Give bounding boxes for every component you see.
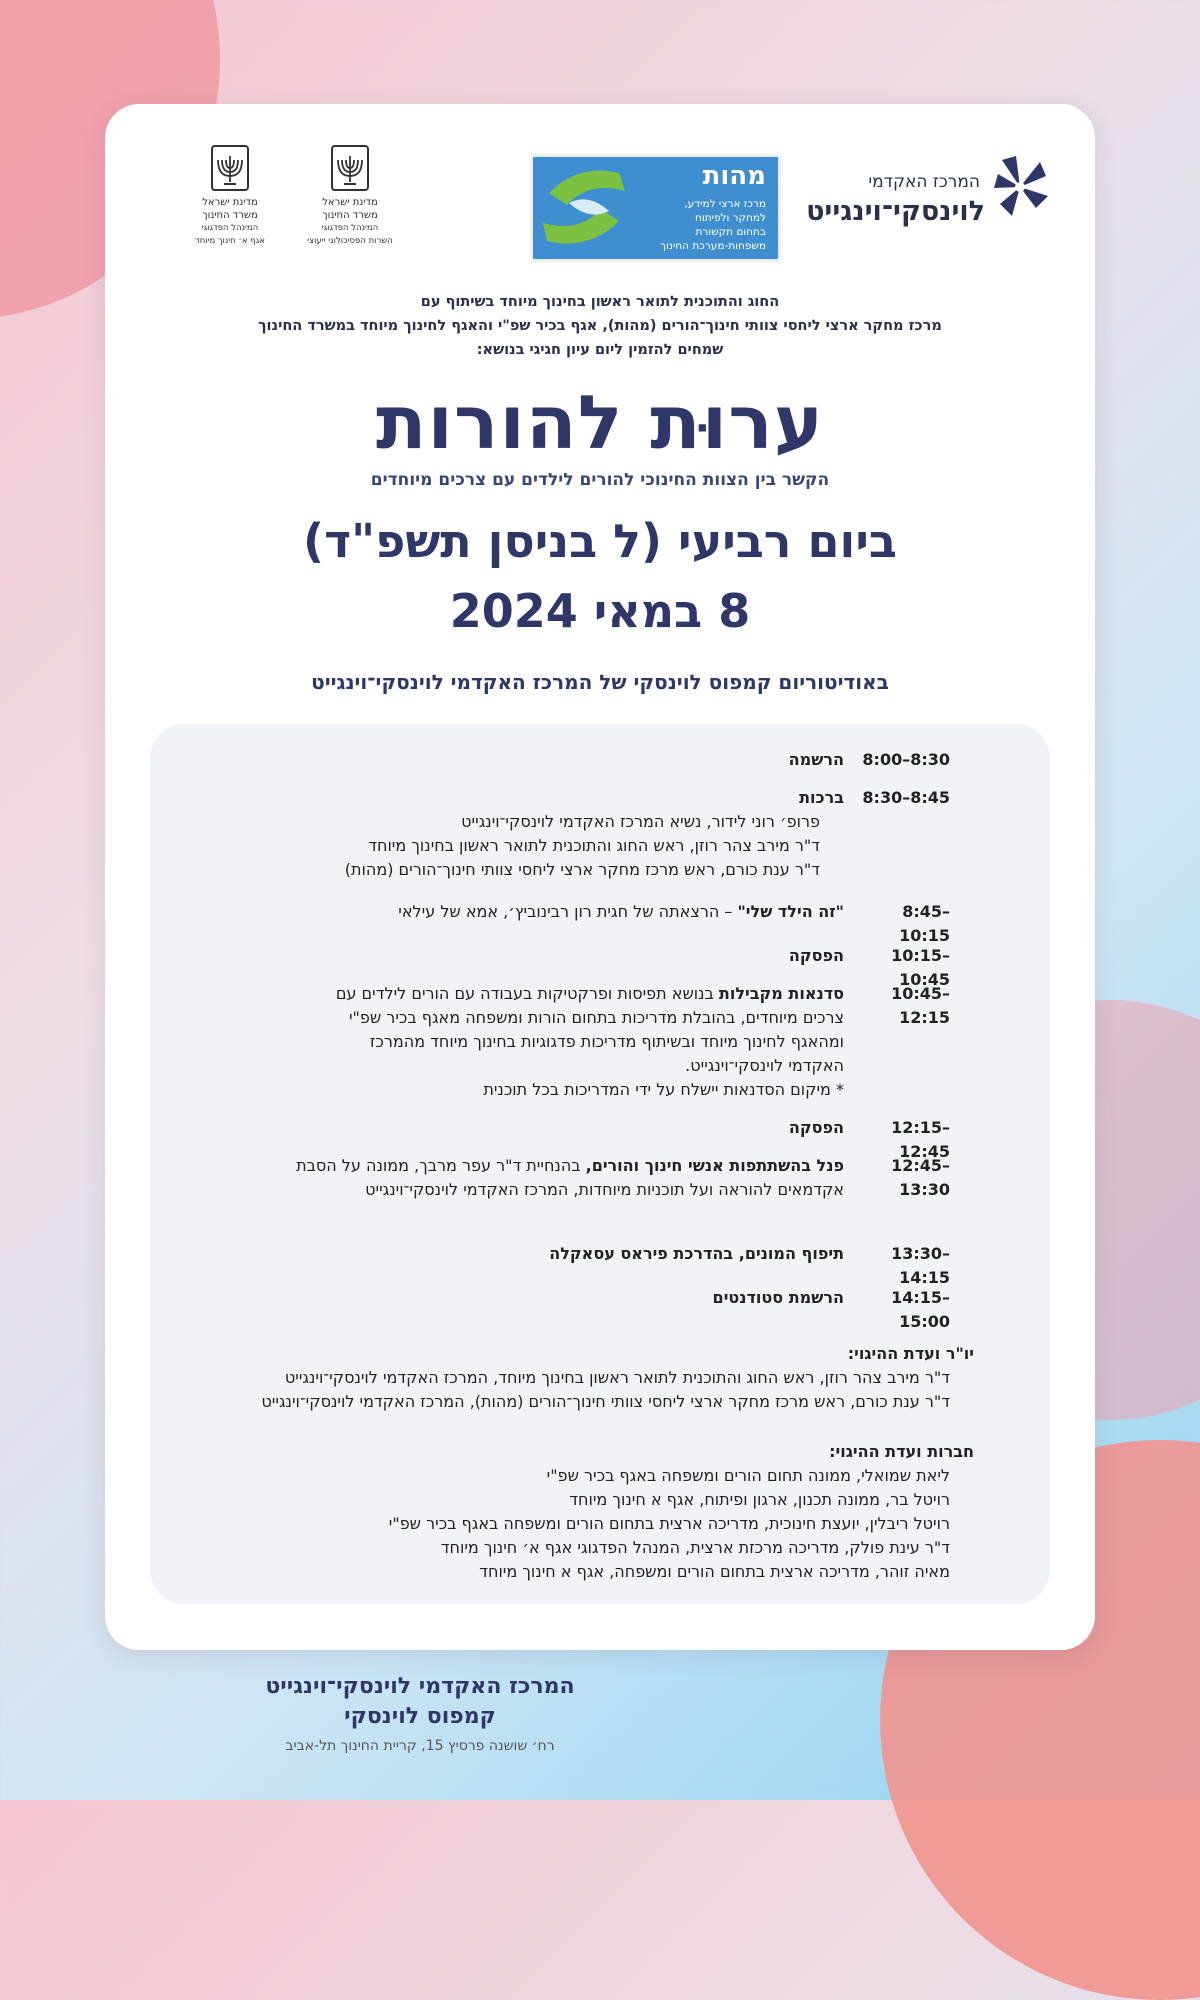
committee-line: ליאת שמואלי, ממונה תחום הורים ומשפחה באגף בכיר שפ"י (546, 1466, 950, 1485)
schedule-time: 12:45–13:30 (891, 1156, 950, 1199)
menorah-emblem-icon (210, 144, 250, 192)
schedule-line: אקדמאים להוראה ועל תוכניות מיוחדות, המרכז האקדמי לוינסקי־וינגייט (365, 1180, 844, 1199)
steering-chairs (214, 1342, 974, 1414)
mahut-line: למחקר ולפיתוח (694, 212, 766, 224)
levinsky-flower-icon (990, 152, 1050, 222)
emblem-line: מדינת ישראל (322, 197, 378, 208)
schedule-time: 13:30–14:15 (891, 1244, 950, 1287)
schedule-title: "זה הילד שלי" (737, 902, 844, 921)
committee-heading: חברות ועדת ההיגוי: (829, 1442, 974, 1461)
levinsky-wingate-logo (790, 152, 1050, 242)
schedule-line: ד"ר ענת כורם, ראש מרכז מחקר ארצי ליחסי צוותי חינוך־הורים (מהות) (344, 860, 820, 879)
schedule-line: ומהאגף לחינוך מיוחד ובשיתוף מדריכות פדגוגיות בחינוך מיוחד מהמרכז (369, 1032, 844, 1051)
schedule-panel (150, 724, 1050, 1604)
intro-text (105, 290, 1095, 362)
committee-line: מאיה זוהר, מדריכה ארצית בתחום הורים ומשפחה, אגף א חינוך מיוחד (479, 1562, 950, 1581)
committee-line: ד"ר עינת פולק, מדריכה מרכזת ארצית, המנהל הפדגוגי אגף א׳ חינוך מיוחד (440, 1538, 950, 1557)
mahut-line: בתחום תקשורת (695, 226, 766, 238)
event-title: ערוּת להורות (375, 380, 825, 466)
footer-institution: המרכז האקדמי לוינסקי־וינגייט (265, 1674, 575, 1699)
mahut-line: משפחות-מערכת החינוך (660, 240, 766, 252)
schedule-title: ברכות (799, 788, 844, 807)
schedule-time: 14:15–15:00 (891, 1288, 950, 1331)
schedule-title: הרשמת סטודנטים (712, 1288, 844, 1307)
ministry-emblem-psych (280, 144, 420, 248)
emblem-line: אגף א׳ חינוך מיוחד (195, 236, 265, 246)
event-date-gregorian: 8 במאי 2024 (449, 584, 751, 638)
committee-line: רויטל בר, ממונה תכנון, ארגון ופיתוח, אגף א חינוך מיוחד (569, 1490, 950, 1509)
mahut-line: מרכז ארצי למידע, (684, 198, 766, 210)
levinsky-logo-small-text: המרכז האקדמי (868, 172, 980, 192)
committee-line: ד"ר מירב צהר רוזן, ראש החוג והתוכנית לתואר ראשון בחינוך מיוחד, המרכז האקדמי לוינסקי־וינגייט (284, 1368, 950, 1387)
schedule-line: * מיקום הסדנאות יישלח על ידי המדריכות בכל תוכנית (483, 1080, 844, 1099)
schedule-title: הרשמה (788, 750, 844, 769)
schedule-title: הפסקה (788, 1118, 844, 1137)
schedule-time: 8:00–8:30 (862, 750, 950, 769)
footer-address: רח׳ שושנה פרסיץ 15, קריית החינוך תל-אביב (285, 1738, 555, 1754)
committee-heading: יו"ר ועדת ההיגוי: (847, 1344, 974, 1363)
mahut-title: מהות (702, 161, 766, 191)
ministry-emblem-special-ed (160, 144, 300, 248)
mahut-logo (530, 154, 781, 262)
emblem-line: המינהל הפדגוגי (201, 223, 259, 233)
schedule-title: הפסקה (788, 946, 844, 965)
schedule-title: סדנאות מקבילות (718, 984, 844, 1003)
footer (220, 1672, 620, 1754)
event-venue: באודיטוריום קמפוס לוינסקי של המרכז האקדמי לוינסקי־וינגייט (311, 670, 889, 694)
steering-members (214, 1440, 974, 1584)
levinsky-logo-name: לוינסקי־וינגייט (806, 196, 985, 227)
schedule-time: 8:30–8:45 (862, 788, 950, 807)
schedule-detail: בנושא תפיסות ופרקטיקות בעבודה עם הורים לילדים עם (335, 984, 719, 1003)
emblem-line: השרות הפסיכולוגי ייעוצי (307, 236, 393, 246)
intro-line: שמחים להזמין ליום עיון חגיגי בנושא: (476, 342, 724, 358)
footer-campus: קמפוס לוינסקי (344, 1704, 496, 1729)
schedule-detail: – הרצאתה של חגית רון רבינוביץ׳, אמא של עילאי (398, 902, 738, 921)
schedule-time: 12:15–12:45 (891, 1118, 950, 1161)
schedule-line: האקדמי לוינסקי־וינגייט. (685, 1056, 844, 1075)
schedule-detail: בהנחיית ד"ר עפר מרבך, ממונה על הסבת (296, 1156, 586, 1175)
invitation-card (105, 104, 1095, 1650)
emblem-line: המינהל הפדגוגי (321, 223, 379, 233)
committee-line: ד"ר ענת כורם, ראש מרכז מחקר ארצי ליחסי צוותי חינוך־הורים (מהות), המרכז האקדמי לוינסקי־וינגייט (261, 1392, 950, 1411)
committee-line: רויטל ריבלין, יועצת חינוכית, מדריכה ארצית בתחום הורים ומשפחה באגף בכיר שפ"י (388, 1514, 950, 1533)
emblem-line: משרד החינוך (202, 210, 258, 221)
schedule-line: צרכים מיוחדים, בהובלת מדריכות בתחום הורות ומשפחה מאגף בכיר שפ"י (348, 1008, 844, 1027)
schedule-time: 8:45–10:15 (899, 902, 950, 945)
emblem-line: מדינת ישראל (202, 197, 258, 208)
logos-row (160, 144, 1050, 264)
menorah-emblem-icon (330, 144, 370, 192)
schedule-title: פנל בהשתתפות אנשי חינוך והורים, (585, 1156, 844, 1175)
schedule-time: 10:15–10:45 (891, 946, 950, 989)
schedule-title: תיפוף המונים, בהדרכת פיראס עסאקלה (549, 1244, 844, 1263)
intro-line: מרכז מחקר ארצי ליחסי צוותי חינוך־הורים (מהות), אגף בכיר שפ"י והאגף לחינוך מיוחד במשרד החינוך (258, 318, 942, 334)
intro-line: החוג והתוכנית לתואר ראשון בחינוך מיוחד בשיתוף עם (420, 294, 780, 310)
schedule-time: 10:45–12:15 (891, 984, 950, 1027)
schedule-line: ד"ר מירב צהר רוזן, ראש החוג והתוכנית לתואר ראשון בחינוך מיוחד (368, 836, 820, 855)
event-subtitle: הקשר בין הצוות החינוכי להורים לילדים עם צרכים מיוחדים (370, 470, 830, 490)
mahut-swirl-icon (539, 163, 629, 251)
schedule-line: פרופ׳ רוני לידור, נשיא המרכז האקדמי לוינסקי־וינגייט (461, 812, 820, 831)
emblem-line: משרד החינוך (322, 210, 378, 221)
event-date-hebrew: ביום רביעי (ל בניסן תשפ"ד) (303, 514, 897, 568)
